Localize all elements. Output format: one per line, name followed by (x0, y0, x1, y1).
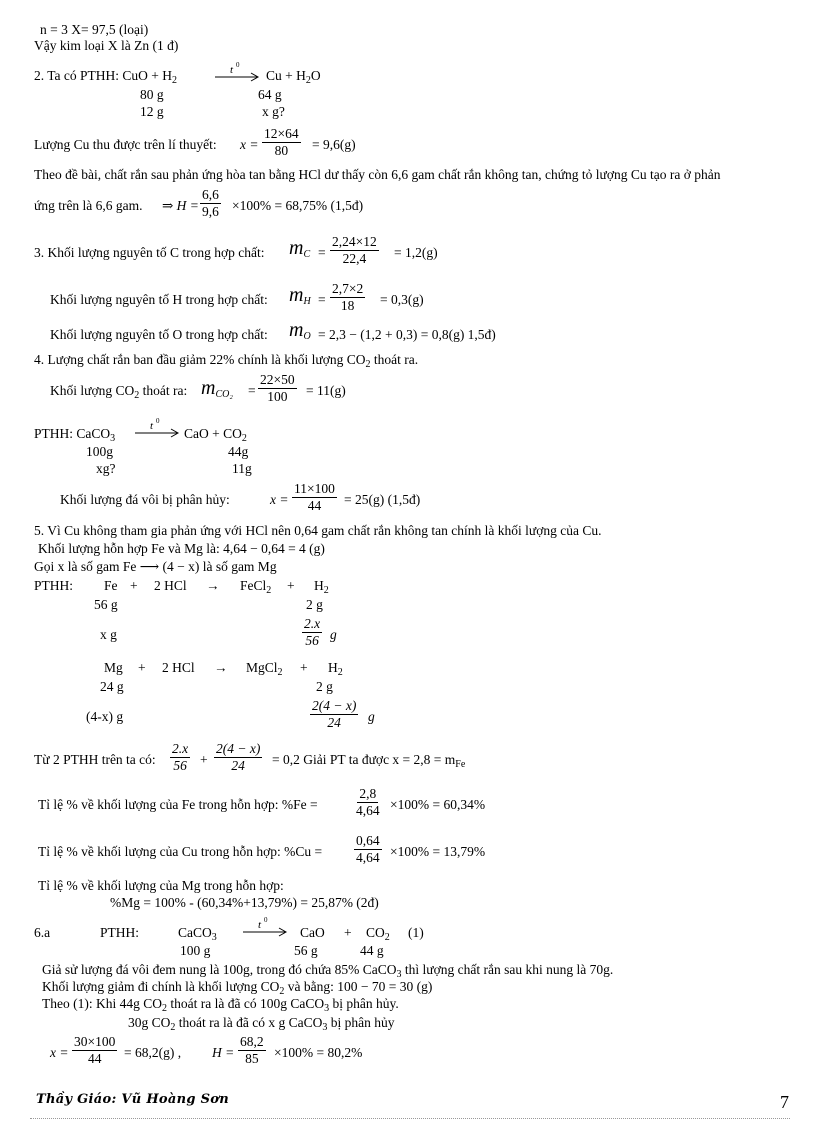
eq5a-hcl: 2 HCl (154, 578, 187, 593)
line-n3: n = 3 X= 97,5 (loại) (40, 22, 149, 37)
eq5a-mass-fe: 56 g (94, 597, 118, 612)
yield-h-eq: ⇒ H = (162, 198, 199, 213)
final-x-fraction: $\frac{30\times 100}{44}$ (74, 1034, 116, 1066)
eq5a-label: PTHH: (34, 578, 74, 593)
eq5a-g: g (330, 627, 337, 642)
eq2-given-cuo: 12 g (140, 104, 164, 119)
mass-c-result: = 1,2(g) (394, 245, 438, 260)
co2-mass-symbol: $m_{CO_2}$ (201, 377, 233, 400)
cu-theoretical-label: Lượng Cu thu được trên lí thuyết: (34, 137, 217, 152)
eq6-cao: CaO (300, 925, 325, 940)
paragraph-hcl-cont: ứng trên là 6,6 gam. (34, 198, 143, 213)
limestone-label: Khối lượng đá vôi bị phân hủy: (60, 492, 230, 507)
mass-h-label: Khối lượng nguyên tố H trong hợp chất: (50, 292, 268, 307)
svg-text:t: t (258, 919, 262, 931)
cu-result: = 9,6(g) (312, 137, 356, 152)
mass-c-symbol: $m_C$ (289, 237, 311, 260)
system-result: = 0,2 Giải PT ta được $x = 2,8 = m_{Fe}$ (272, 752, 466, 770)
percent-cu-result: ×100% = 13,79% (390, 844, 486, 859)
co2-mass-result: = 11(g) (306, 383, 346, 398)
eq6-mass-caco3: 100 g (180, 943, 211, 958)
according-to-1: Theo (1): Khi 44g $CO_2$ thoát ra là đã có 100g CaCO$_3$ bị phân hủy. (42, 996, 399, 1014)
paragraph-hcl: Theo đề bài, chất rắn sau phản ứng hòa tan bằng HCl dư thấy còn 6,6 gam chất rắn không tan, chứng tỏ lượng Cu tạo ra ở phản (34, 167, 721, 182)
system-fraction1: $\frac{2.x}{56}$ (172, 741, 189, 773)
mass-h-fraction: $\frac{2,7\times 2}{18}$ (332, 281, 364, 313)
eq2-mass-cu: 64 g (258, 87, 282, 102)
section4-intro: 4. Lượng chất rắn ban đầu giảm 22% chính là khối lượng $CO_2$ thoát ra. (34, 352, 419, 370)
mass-c-eq: = (318, 245, 326, 260)
percent-fe-result: ×100% = 60,34% (390, 797, 486, 812)
eq6-mass-cao: 56 g (294, 943, 318, 958)
eq5b-hcl: 2 HCl (162, 660, 195, 675)
eq4-unknown: xg? (96, 461, 116, 476)
eq5a-h2-fraction: $\frac{2.x}{56}$ (304, 616, 321, 648)
eq5b-h2-fraction: $\frac{2(4 - x)}{24}$ (312, 698, 357, 730)
eq5a-plus1: + (130, 578, 138, 593)
limestone-result: = 25(g) (1,5đ) (344, 492, 421, 507)
system-fraction2: $\frac{2(4 - x)}{24}$ (216, 741, 261, 773)
final-h-eq: H = (212, 1045, 235, 1060)
yield-result: ×100% = 68,75% (1,5đ) (232, 198, 364, 213)
eq5a-h2: $H_2$ (314, 578, 329, 596)
percent-mg-result: %Mg = 100% - (60,34%+13,79%) = 25,87% (2đ) (110, 895, 379, 910)
svg-text:t: t (150, 420, 154, 432)
section6a-number: 6.a (34, 925, 51, 940)
mass-h-eq: = (318, 292, 326, 307)
eq2-right: $Cu + H_2O$ (266, 68, 321, 86)
eq5a-arrow: → (206, 578, 220, 593)
mass-o-result: = 2,3 − (1,2 + 0,3) = 0,8(g) 1,5đ) (318, 327, 496, 342)
eq2-unknown-cu: x g? (262, 104, 285, 119)
percent-mg-label: Tỉ lệ % về khối lượng của Mg trong hỗn hợp: (38, 878, 284, 893)
assume-100g: Giả sử lượng đá vôi đem nung là 100g, trong đó chứa 85% CaCO$_3$ thì lượng chất rắn sau khi nung là 70g. (42, 962, 614, 980)
eq5a-fe: Fe (104, 578, 118, 593)
final-h-fraction: $\frac{68,2}{85}$ (240, 1034, 264, 1066)
final-x-eq: x = (50, 1045, 69, 1060)
let-x: Gọi x là số gam Fe ⟶ (4 − x) là số gam Mg (34, 559, 277, 574)
proportion-30g: 30g $CO_2$ thoát ra là đã có x g CaCO$_3$ bị phân hủy (128, 1015, 395, 1033)
footer-divider (30, 1118, 790, 1119)
eq2-left: 2. Ta có PTHH: CuO + $H_2$ (34, 68, 178, 86)
eq5b-arrow: → (214, 660, 228, 675)
eq4-given: 11g (232, 461, 252, 476)
eq5b-mgcl2: MgCl$_2$ (246, 660, 283, 678)
eq5a-plus2: + (287, 578, 295, 593)
eq6-caco3: CaCO$_3$ (178, 925, 217, 943)
mass-decrease: Khối lượng giảm đi chính là khối lượng $CO_2$ và bằng: 100 − 70 = 30 (g) (42, 979, 433, 997)
system-label: Từ 2 PTHH trên ta có: (34, 752, 156, 767)
svg-text:0: 0 (236, 62, 240, 69)
eq5b-h2: $H_2$ (328, 660, 343, 678)
eq5b-mass-h2: 2 g (316, 679, 333, 694)
mass-c-fraction: $\frac{2,24\times 12}{22,4}$ (332, 234, 377, 266)
section5-intro: 5. Vì Cu không tham gia phản ứng với HCl nên 0,64 gam chất rắn không tan chính là khối lượng của Cu. (34, 523, 602, 538)
line-conclusion-zn: Vậy kim loại X là Zn (1 đ) (34, 38, 179, 53)
eq5b-g: g (368, 709, 375, 724)
eq4-right: CaO + $CO_2$ (184, 426, 247, 444)
eq5b-mg: Mg (104, 660, 123, 675)
cu-fraction: $\frac{12\times 64}{80}$ (264, 126, 299, 158)
mixture-mass: Khối lượng hỗn hợp Fe và Mg là: 4,64 − 0,64 = 4 (g) (38, 541, 325, 556)
mass-o-label: Khối lượng nguyên tố O trong hợp chất: (50, 327, 268, 342)
system-plus: + (200, 752, 208, 767)
final-x-result: = 68,2(g) , (124, 1045, 182, 1060)
limestone-fraction: $\frac{11\times 100}{44}$ (294, 481, 335, 513)
eq4-mass-caco3: 100g (86, 444, 113, 459)
page-number: 7 (780, 1092, 789, 1112)
co2-mass-label: Khối lượng $CO_2$ thoát ra: (50, 383, 188, 401)
percent-cu-label: Tỉ lệ % về khối lượng của Cu trong hỗn hợp: %Cu = (38, 844, 323, 859)
eq4-mass-co2: 44g (228, 444, 249, 459)
mass-h-symbol: $m_H$ (289, 284, 311, 307)
eq5a-mass-h2: 2 g (306, 597, 323, 612)
reaction-arrow-heat-2 (134, 418, 180, 440)
reaction-arrow-heat-1 (214, 62, 260, 84)
co2-mass-eq: = (248, 383, 256, 398)
svg-text:0: 0 (156, 418, 160, 425)
eq5a-x-fe: x g (100, 627, 117, 642)
section6a-label: PTHH: (100, 925, 140, 940)
percent-fe-fraction: $\frac{2,8}{4,64}$ (356, 786, 380, 818)
yield-fraction: $\frac{6,6}{9,6}$ (202, 187, 219, 219)
mass-h-result: = 0,3(g) (380, 292, 424, 307)
cu-x-eq: x = (240, 137, 259, 152)
svg-text:t: t (230, 64, 234, 76)
eq5b-plus1: + (138, 660, 146, 675)
eq6-co2: $CO_2$ (366, 925, 390, 943)
eq5b-x-mg: (4-x) g (86, 709, 124, 724)
percent-cu-fraction: $\frac{0,64}{4,64}$ (356, 833, 380, 865)
footer-signature: Thầy Giáo: Vũ Hoàng Sơn (36, 1092, 230, 1107)
co2-mass-fraction: $\frac{22\times 50}{100}$ (260, 372, 295, 404)
eq5b-mass-mg: 24 g (100, 679, 124, 694)
eq2-mass-cuo: 80 g (140, 87, 164, 102)
eq6-mass-co2: 44 g (360, 943, 384, 958)
final-h-result: ×100% = 80,2% (274, 1045, 363, 1060)
reaction-arrow-heat-3 (242, 917, 288, 939)
eq5b-plus2: + (300, 660, 308, 675)
eq6-number: (1) (408, 925, 424, 940)
eq6-plus: + (344, 925, 352, 940)
svg-text:0: 0 (264, 917, 268, 924)
percent-fe-label: Tỉ lệ % về khối lượng của Fe trong hỗn hợp: %Fe = (38, 797, 318, 812)
eq5a-fecl2: FeCl$_2$ (240, 578, 272, 596)
limestone-x-eq: x = (270, 492, 289, 507)
mass-c-label: 3. Khối lượng nguyên tố C trong hợp chất: (34, 245, 265, 260)
mass-o-symbol: $m_O$ (289, 319, 311, 342)
eq4-left: PTHH: CaCO$_3$ (34, 426, 116, 444)
